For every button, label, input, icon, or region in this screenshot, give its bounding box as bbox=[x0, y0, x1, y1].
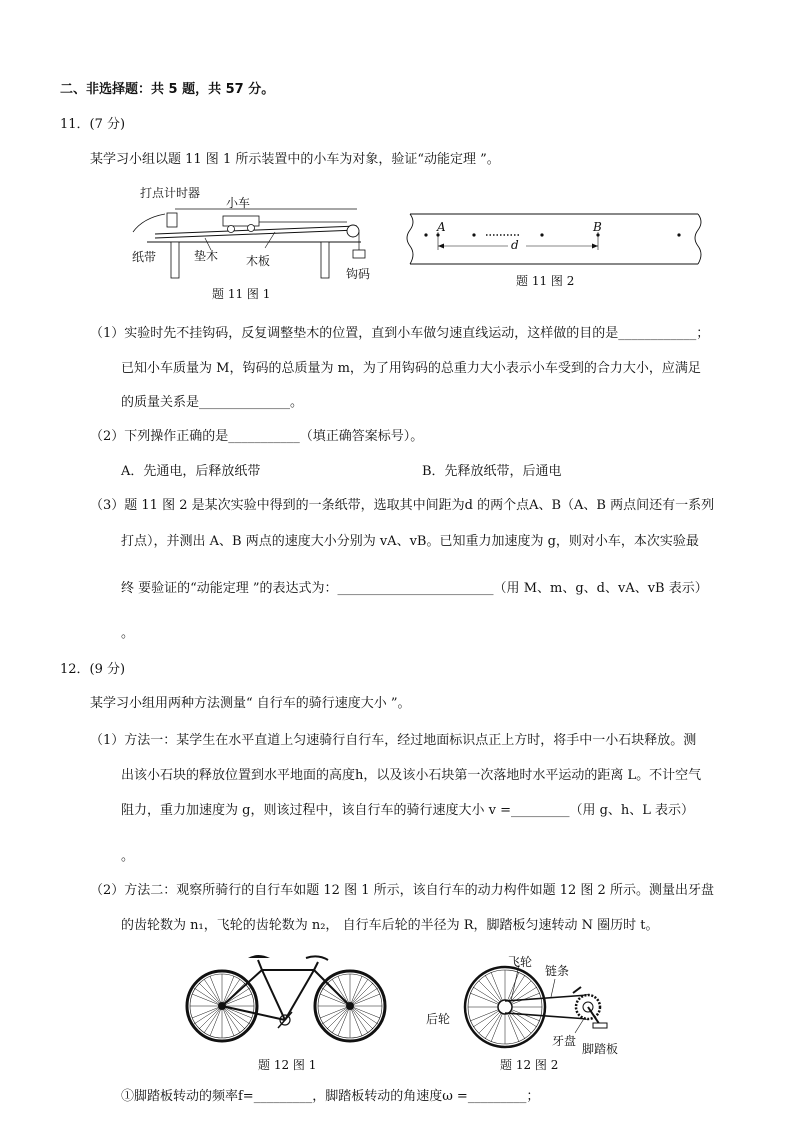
q11-option-a: A．先通电，后释放纸带 bbox=[121, 464, 261, 479]
q11-fig1-tape-label: 纸带 bbox=[132, 250, 157, 264]
q11-intro: 某学习小组以题 11 图 1 所示装置中的小车为对象，验证“动能定理 ”。 bbox=[90, 152, 500, 167]
q11-fig1-timer-label: 打点计时器 bbox=[140, 186, 201, 200]
q12-p1-line3: 阻力，重力加速度为 g，则该过程中，该自行车的骑行速度大小 v =_________（用 g、h、L 表示） bbox=[121, 803, 695, 818]
q12-fig2-rear-wheel-label: 后轮 bbox=[426, 1012, 451, 1026]
q12-p2-q1: ①脚踏板转动的频率f=_________，脚踏板转动的角速度ω =_________； bbox=[121, 1089, 540, 1104]
q11-fig1-caption: 题 11 图 1 bbox=[212, 287, 271, 301]
q11-fig2-b-label: B bbox=[593, 220, 602, 234]
q12-fig2-chain-label: 链条 bbox=[545, 964, 570, 978]
q12-intro: 某学习小组用两种方法测量“ 自行车的骑行速度大小 ”。 bbox=[90, 696, 411, 711]
q11-fig1-board-label: 木板 bbox=[246, 254, 271, 268]
q12-fig1-bicycle bbox=[182, 948, 392, 1048]
q12-fig1-caption: 题 12 图 1 bbox=[258, 1058, 317, 1072]
q11-p3-line4: 。 bbox=[121, 626, 135, 641]
q12-p1-line1: （1）方法一：某学生在水平直道上匀速骑行自行车，经过地面标识点正上方时，将手中一小石块释放。测 bbox=[90, 733, 697, 748]
q11-fig2-d-label: d bbox=[511, 238, 519, 252]
section-heading: 二、非选择题：共 5 题，共 57 分。 bbox=[60, 82, 275, 97]
q12-fig2-flywheel-label: 飞轮 bbox=[508, 955, 533, 969]
q12-p2-line2: 的齿轮数为 n₁，飞轮的齿轮数为 n₂， 自行车后轮的半径为 R，脚踏板匀速转动 N 圈历时 t。 bbox=[121, 918, 659, 933]
q12-fig2-caption: 题 12 图 2 bbox=[500, 1058, 559, 1072]
q12-header: 12．(9 分) bbox=[60, 662, 126, 677]
q12-fig2-pedal-label: 脚踏板 bbox=[582, 1042, 619, 1056]
q11-option-b: B．先释放纸带，后通电 bbox=[422, 464, 562, 479]
q11-fig2-a-label: A bbox=[437, 220, 446, 234]
q11-fig1-weight-label: 钩码 bbox=[346, 267, 371, 281]
q11-p3-line3: 终 要验证的“动能定理 ”的表达式为：________________________（用 M、m、g、d、vA、vB 表示） bbox=[121, 581, 708, 596]
q11-p1-line2: 已知小车质量为 M，钩码的总质量为 m，为了用钩码的总重力大小表示小车受到的合力大小，应满足 bbox=[121, 361, 701, 376]
q12-p2-line1: （2）方法二：观察所骑行的自行车如题 12 图 1 所示，该自行车的动力构件如题 12 图 2 所示。测量出牙盘 bbox=[90, 883, 714, 898]
q11-fig2-caption: 题 11 图 2 bbox=[516, 274, 575, 288]
q12-fig2-chainring-label: 牙盘 bbox=[552, 1034, 577, 1048]
q11-fig1-block-label: 垫木 bbox=[194, 249, 219, 263]
q11-p1-line3: 的质量关系是______________。 bbox=[121, 395, 304, 410]
q11-p1-line1: （1）实验时先不挂钩码，反复调整垫木的位置，直到小车做匀速直线运动，这样做的目的是____________； bbox=[90, 326, 710, 341]
q11-p3-line1: （3）题 11 图 2 是某次实验中得到的一条纸带，选取其中间距为d 的两个点A、B（A、B 两点间还有一系列 bbox=[90, 498, 715, 513]
q11-p3-line2: 打点），并测出 A、B 两点的速度大小分别为 vA、vB。已知重力加速度为 g，则对小车，本次实验最 bbox=[121, 534, 699, 549]
q11-header: 11．(7 分) bbox=[60, 117, 126, 132]
q11-fig2-tape bbox=[402, 210, 702, 270]
q11-p2: （2）下列操作正确的是___________（填正确答案标号）。 bbox=[90, 429, 424, 444]
q12-p1-line4: 。 bbox=[121, 849, 135, 864]
q11-fig1-cart-label: 小车 bbox=[226, 196, 251, 210]
q12-p1-line2: 出该小石块的释放位置到水平地面的高度h，以及该小石块第一次落地时水平运动的距离 L。不计空气 bbox=[121, 768, 702, 783]
